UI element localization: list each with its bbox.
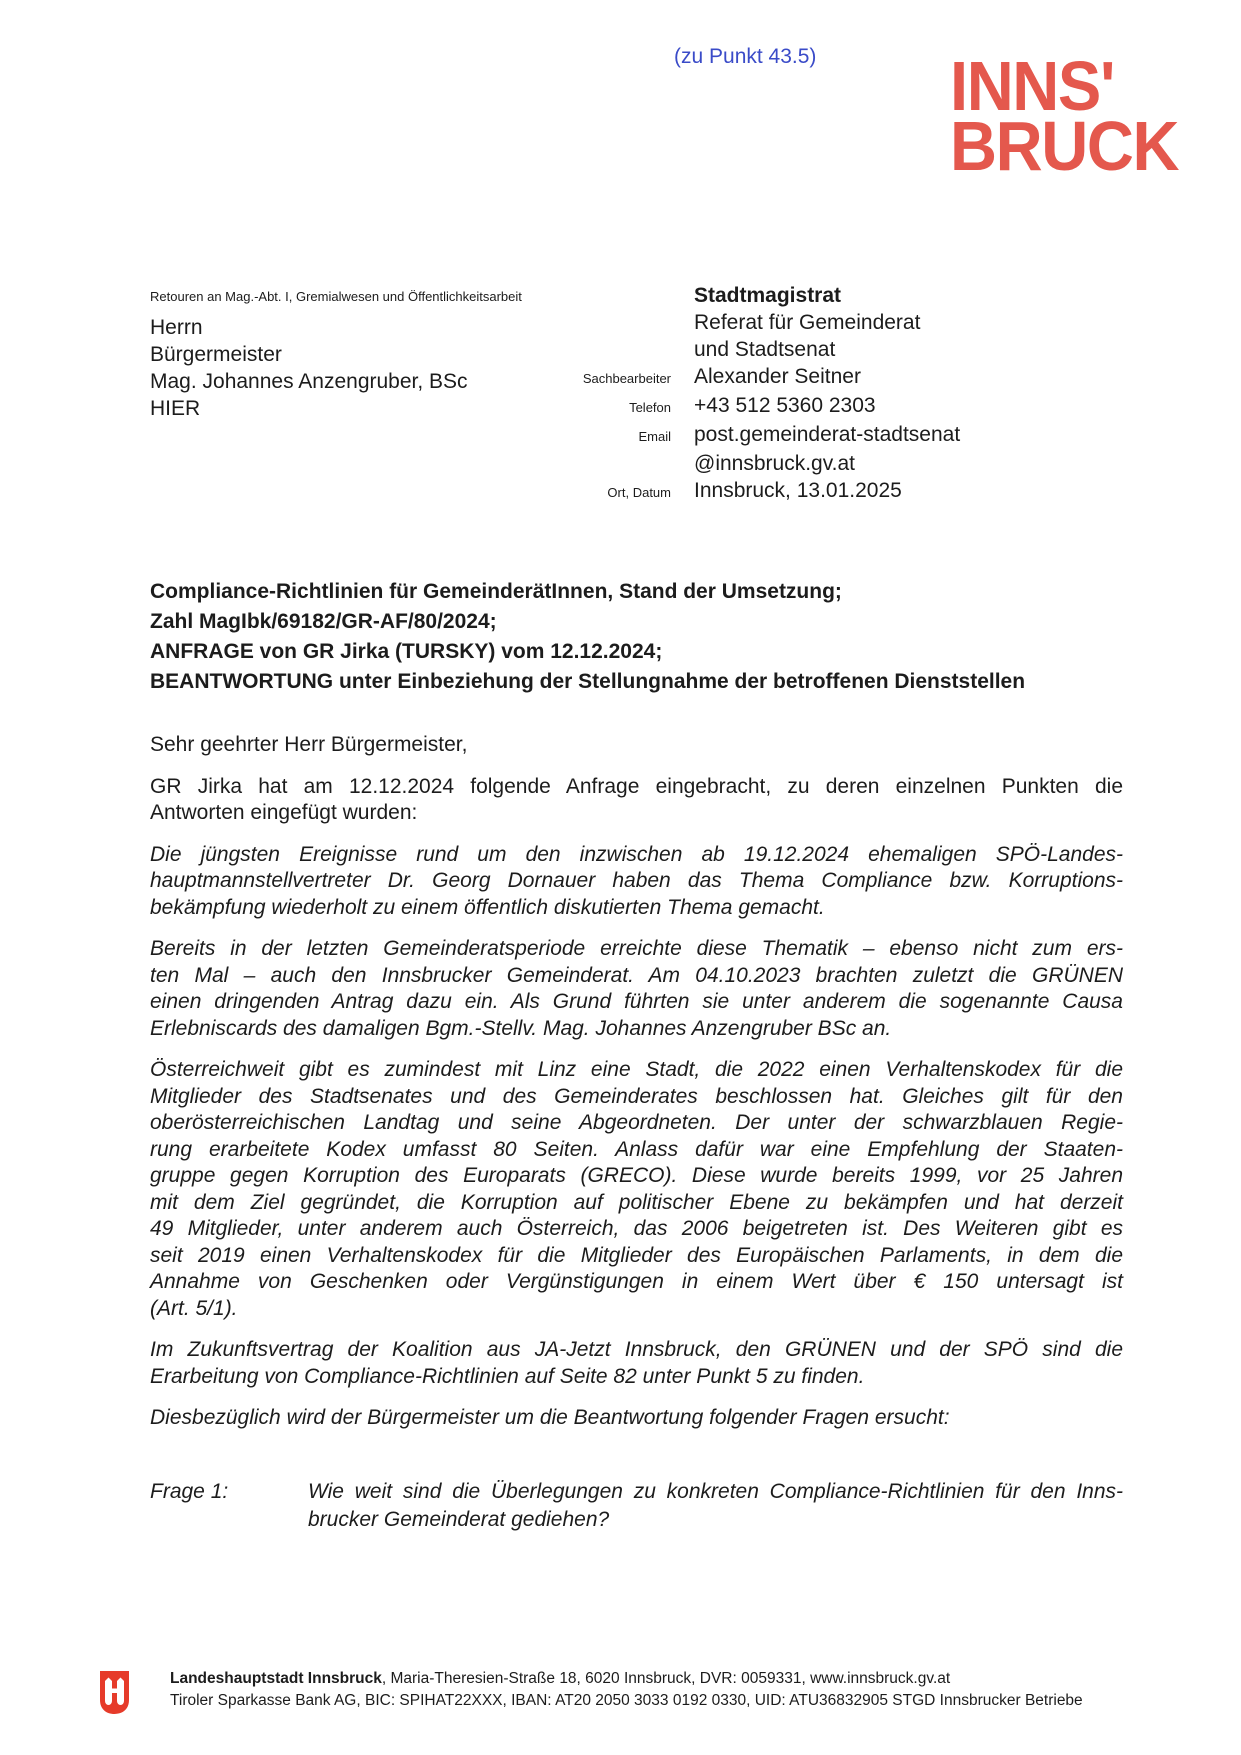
paragraph-line: Mitglieder des Stadtsenates und des Gemeinderates beschlossen hat. Gleiches gilt für den [150, 1084, 1123, 1108]
question-label: Frage 1: [150, 1479, 229, 1503]
text-line: BEANTWORTUNG unter Einbeziehung der Stellungnahme der betroffenen Dienststellen [150, 670, 1026, 693]
innsbruck-logo [950, 47, 1179, 185]
text-line: Mag. Johannes Anzengruber, BSc [150, 370, 468, 393]
contact-label: Sachbearbeiter [582, 371, 671, 386]
paragraph-line: Die jüngsten Ereignisse rund um den inzwischen ab 19.12.2024 ehemaligen SPÖ-Landes- [150, 842, 1123, 866]
question-text [308, 1478, 1123, 1534]
contact-value: und Stadtsenat [694, 338, 836, 361]
contact-value: Innsbruck, 13.01.2025 [694, 479, 902, 502]
paragraph-line: Erarbeitung von Compliance-Richtlinien auf Seite 82 unter Punkt 5 zu finden. [150, 1364, 865, 1388]
paragraph-line: rung erarbeitete Kodex umfasst 80 Seiten. Anlass dafür war eine Empfehlung der Staaten- [150, 1137, 1123, 1161]
contact-row [520, 477, 1140, 506]
paragraph-line: einen dringenden Antrag dazu ein. Als Grund führten sie unter anderem die sogenannte Causa [150, 990, 1123, 1013]
recipient-block [150, 288, 522, 422]
paragraph-line: Diesbezüglich wird der Bürgermeister um die Beantwortung folgender Fragen ersucht: [150, 1406, 950, 1429]
paragraph-line: (Art. 5/1). [150, 1296, 238, 1320]
agenda-point-note: (zu Punkt 43.5) [674, 45, 817, 68]
body-paragraph [150, 1405, 1123, 1432]
paragraph-line: oberösterreichischen Landtag und seine Abgeordneten. Der unter der schwarzblauen Regie- [150, 1111, 1123, 1134]
contact-value: @innsbruck.gv.at [694, 452, 855, 475]
paragraph-line: mit dem Ziel gegründet, die Korruption auf politischer Ebene zu bekämpfen und hat derzeit [150, 1190, 1123, 1214]
contact-row [520, 336, 1140, 363]
question-block [150, 1478, 1123, 1534]
body-paragraph [150, 936, 1123, 1042]
paragraph-line: Annahme von Geschenken oder Vergünstigungen in einem Wert über € 150 untersagt ist [150, 1270, 1123, 1293]
text-line: ANFRAGE von GR Jirka (TURSKY) vom 12.12.2024; [150, 640, 663, 663]
body-paragraph [150, 1337, 1123, 1390]
contact-row [520, 309, 1140, 336]
paragraph-line: Österreichweit gibt es zumindest mit Linz eine Stadt, die 2022 einen Verhaltenskodex für die [150, 1058, 1123, 1081]
paragraph-line: Erlebniscards des damaligen Bgm.-Stellv. Mag. Johannes Anzengruber BSc an. [150, 1016, 892, 1040]
logo-line-1: INNS' [950, 47, 1115, 125]
paragraph-line: gruppe gegen Korruption des Europarats (GRECO). Diese wurde bereits 1999, vor 25 Jahren [150, 1164, 1123, 1187]
salutation: Sehr geehrter Herr Bürgermeister, [150, 733, 468, 756]
contact-value: Alexander Seitner [694, 365, 861, 388]
contact-value: post.gemeinderat-stadtsenat [694, 423, 961, 446]
contact-row [520, 421, 1140, 450]
contact-block [520, 282, 1140, 506]
contact-row [520, 282, 1140, 309]
paragraph-line: bekämpfung wiederholt zu einem öffentlich diskutierten Thema gemacht. [150, 895, 825, 919]
contact-label: Ort, Datum [607, 485, 671, 500]
text-line: Bürgermeister [150, 343, 282, 366]
contact-value: Stadtmagistrat [694, 284, 842, 307]
body-paragraph [150, 1057, 1123, 1322]
paragraph-line: Im Zukunftsvertrag der Koalition aus JA-Jetzt Innsbruck, den GRÜNEN und der SPÖ sind die [150, 1338, 1123, 1361]
footer [170, 1668, 1170, 1711]
footer-city-name: Landeshauptstadt Innsbruck [170, 1670, 382, 1687]
contact-row [520, 450, 1140, 477]
contact-label: Email [638, 429, 671, 444]
body-paragraph [150, 842, 1123, 922]
letter-body [150, 732, 1123, 1534]
text-line: HIER [150, 397, 201, 420]
contact-label: Telefon [629, 400, 671, 415]
body-paragraph [150, 774, 1123, 827]
contact-value: Referat für Gemeinderat [694, 311, 921, 334]
paragraph-line: Antworten eingefügt wurden: [150, 801, 418, 824]
paragraphs-container [150, 774, 1123, 1432]
text-line: Wie weit sind die Überlegungen zu konkreten Compliance-Richtlinien für den Inns- [308, 1479, 1123, 1503]
logo-line-2: BRUCK [950, 107, 1179, 185]
recipient-lines [150, 314, 522, 422]
footer-line-1 [170, 1668, 1170, 1690]
paragraph-line: seit 2019 einen Verhaltenskodex für die Mitglieder des Europäischen Parlaments, in dem die [150, 1243, 1123, 1267]
paragraph-line: ten Mal – auch den Innsbrucker Gemeinderat. Am 04.10.2023 brachten zuletzt die GRÜNEN [150, 963, 1123, 987]
paragraph-line: 49 Mitglieder, unter anderem auch Österreich, das 2006 beigetreten ist. Des Weiteren gibt es [150, 1217, 1123, 1240]
text-line: Compliance-Richtlinien für GemeinderätInnen, Stand der Umsetzung; [150, 580, 842, 603]
footer-line-2: Tiroler Sparkasse Bank AG, BIC: SPIHAT22XXX, IBAN: AT20 2050 3033 0192 0330, UID: ATU36832905 STGD Innsbrucker Betriebe [170, 1691, 1083, 1709]
contact-row [520, 363, 1140, 392]
innsbruck-crest-icon [100, 1671, 129, 1714]
footer-address: , Maria-Theresien-Straße 18, 6020 Innsbruck, DVR: 0059331, www.innsbruck.gv.at [381, 1670, 951, 1687]
return-address-line: Retouren an Mag.-Abt. I, Gremialwesen und Öffentlichkeitsarbeit [150, 289, 522, 304]
paragraph-line: Bereits in der letzten Gemeinderatsperiode erreichte diese Thematik – ebenso nicht zum ers- [150, 937, 1123, 960]
subject-block [150, 577, 1025, 697]
paragraph-line: GR Jirka hat am 12.12.2024 folgende Anfrage eingebracht, zu deren einzelnen Punkten die [150, 774, 1123, 798]
text-line: Herrn [150, 316, 203, 339]
paragraph-line: hauptmannstellvertreter Dr. Georg Dornauer haben das Thema Compliance bzw. Korruptions- [150, 869, 1123, 892]
contact-row [520, 392, 1140, 421]
text-line: Zahl MagIbk/69182/GR-AF/80/2024; [150, 610, 497, 633]
text-line: brucker Gemeinderat gediehen? [308, 1507, 610, 1531]
contact-value: +43 512 5360 2303 [694, 394, 876, 417]
